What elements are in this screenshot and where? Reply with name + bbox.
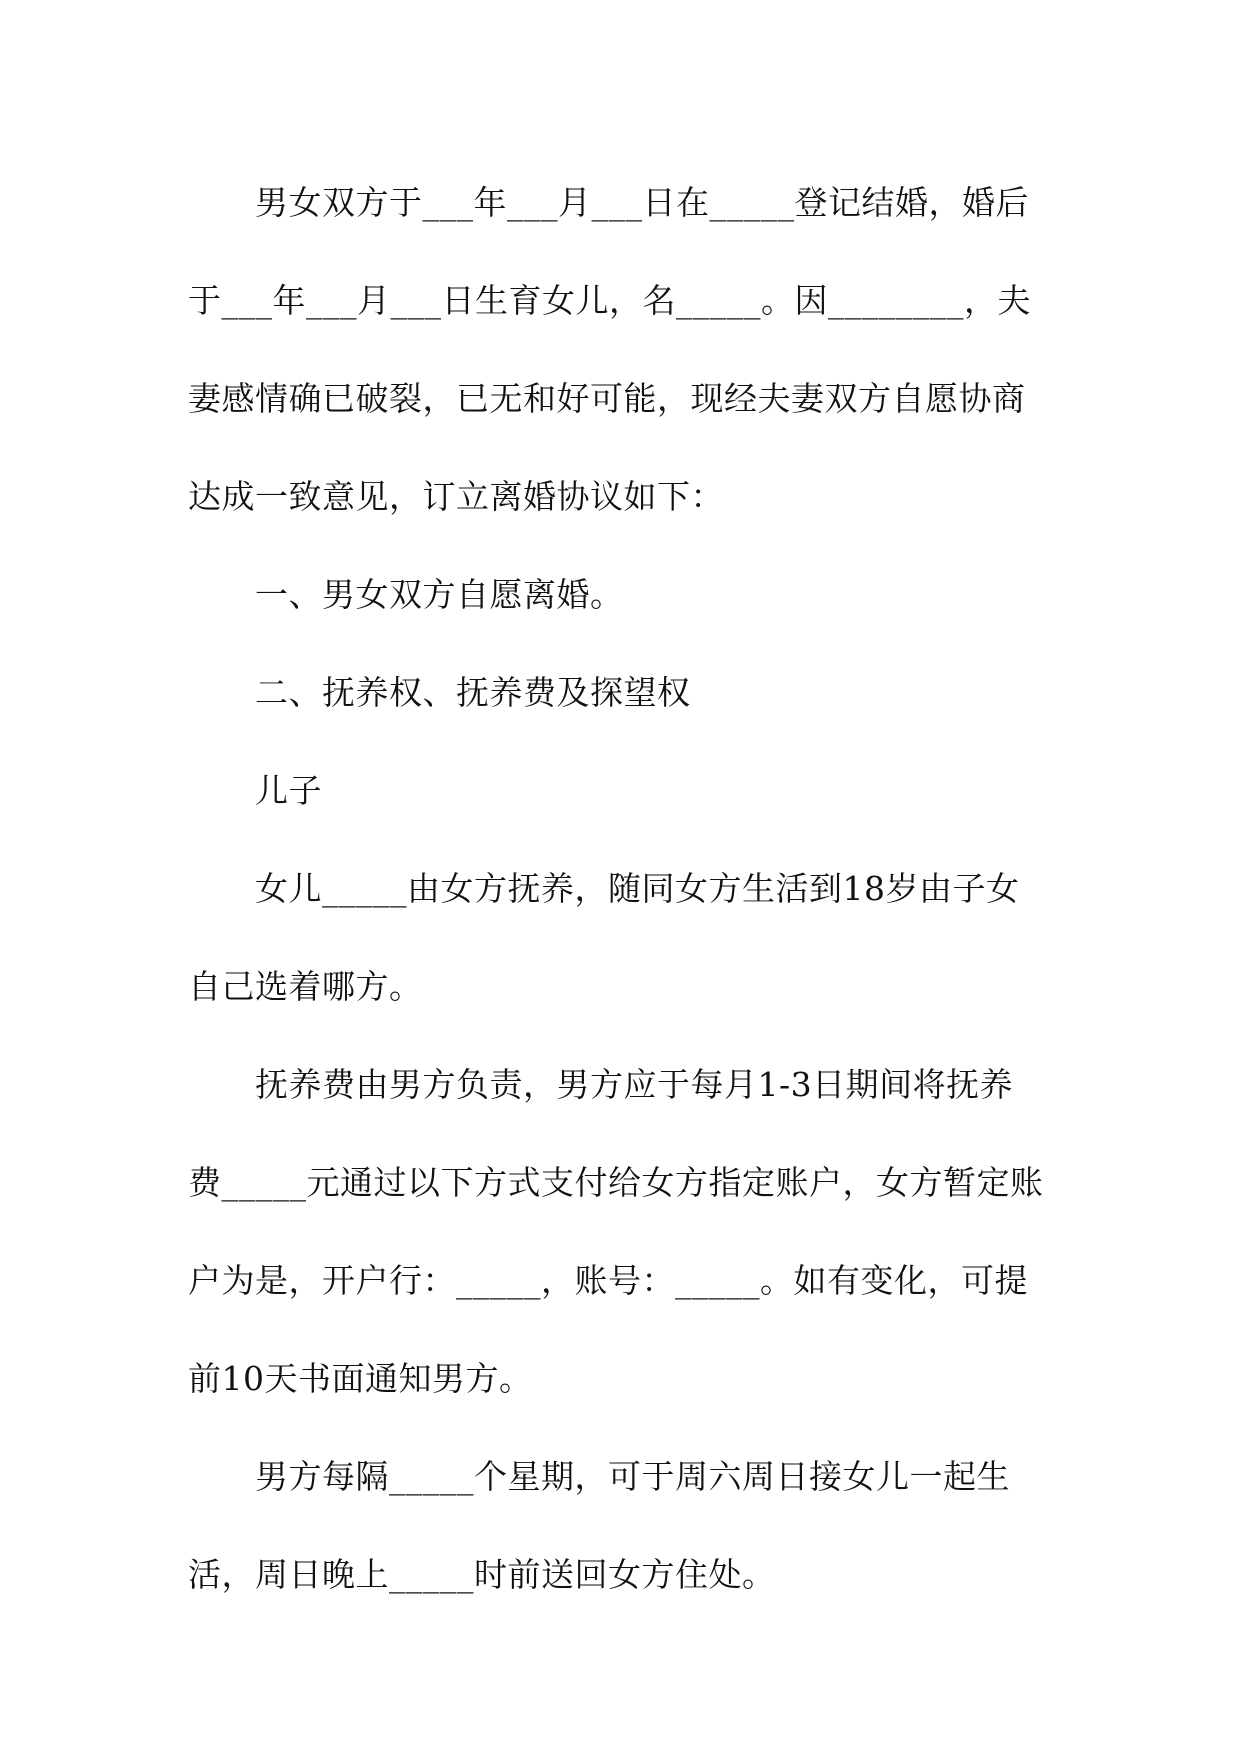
support-fee-line-3: 户为是，开户行：_____，账号：_____。如有变化，可提 (188, 1261, 1028, 1300)
support-fee-line-1: 抚养费由男方负责，男方应于每月1-3日期间将抚养 (255, 1065, 1014, 1104)
subheading-son: 儿子 (255, 771, 322, 810)
clause-one: 一、男女双方自愿离婚。 (255, 575, 624, 614)
visitation-line-2: 活，周日晚上_____时前送回女方住处。 (188, 1555, 776, 1594)
visitation-line-1: 男方每隔_____个星期，可于周六周日接女儿一起生 (255, 1457, 1010, 1496)
support-fee-line-4: 前10天书面通知男方。 (188, 1359, 533, 1398)
clause-two-heading: 二、抚养权、抚养费及探望权 (255, 673, 691, 712)
paragraph-intro-line-3: 妻感情确已破裂，已无和好可能，现经夫妻双方自愿协商 (188, 379, 1026, 418)
paragraph-intro-line-2: 于___年___月___日生育女儿，名_____。因________，夫 (188, 281, 1031, 320)
support-fee-line-2: 费_____元通过以下方式支付给女方指定账户，女方暂定账 (188, 1163, 1044, 1202)
paragraph-intro-line-1: 男女双方于___年___月___日在_____登记结婚，婚后 (255, 183, 1029, 222)
agreement-text (188, 168, 1044, 1638)
custody-line-1: 女儿_____由女方抚养，随同女方生活到18岁由子女 (255, 869, 1020, 908)
custody-line-2: 自己选着哪方。 (188, 967, 423, 1006)
paragraph-intro-line-4: 达成一致意见，订立离婚协议如下： (188, 477, 724, 516)
